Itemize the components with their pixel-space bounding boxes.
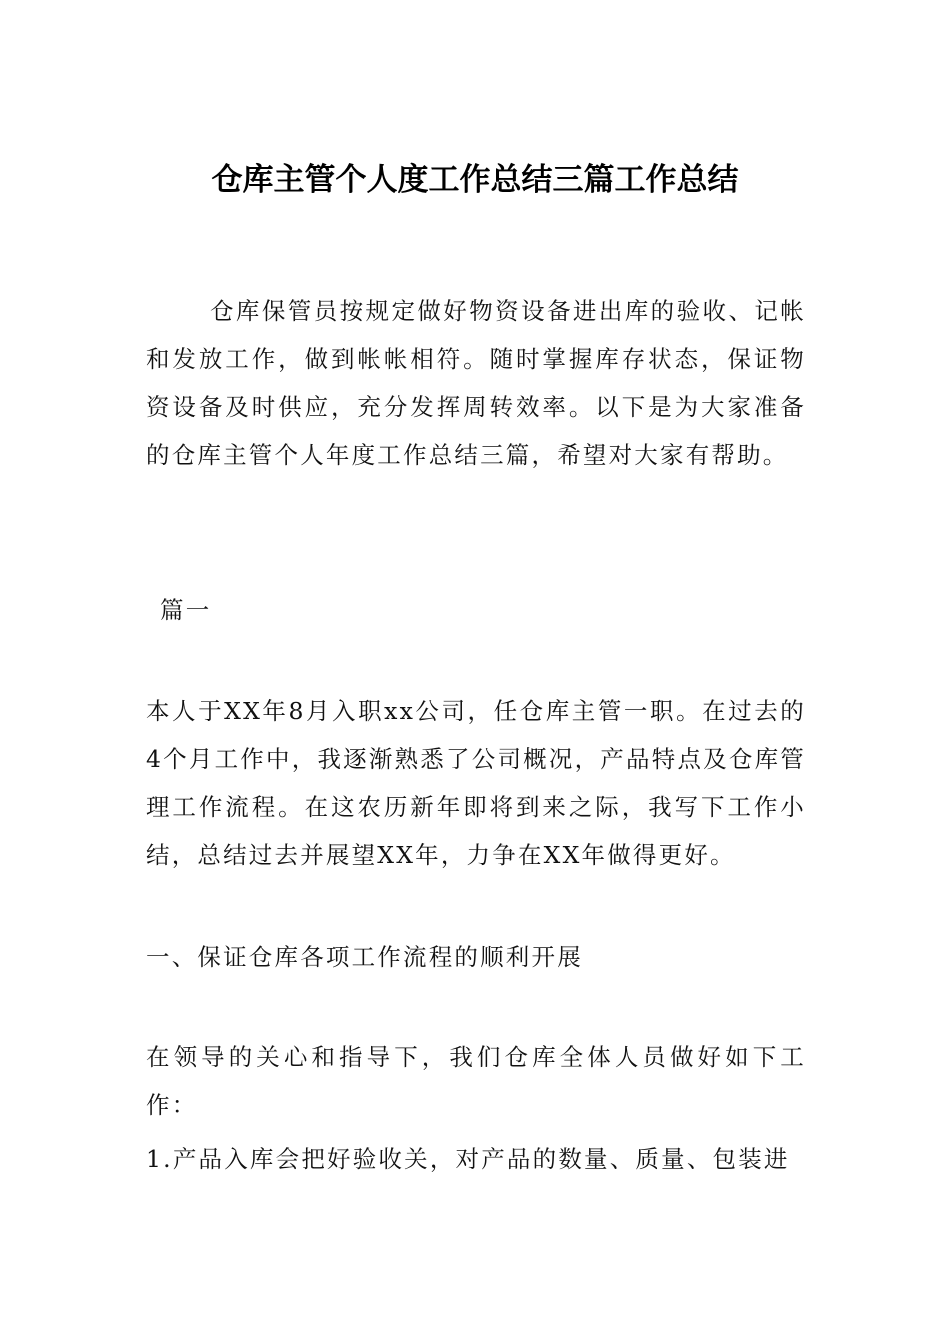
document-title: 仓库主管个人度工作总结三篇工作总结	[211, 162, 739, 198]
section-heading: 一、保证仓库各项工作流程的顺利开展	[146, 943, 583, 971]
section-label: 篇一	[160, 596, 212, 624]
intro-paragraph: 仓库保管员按规定做好物资设备进出库的验收、记帐和发放工作，做到帐帐相符。随时掌握库存状态，保证物资设备及时供应，充分发挥周转效率。以下是为大家准备的仓库主管个人年度工作总结三篇，希望对大家有帮助。	[146, 297, 806, 469]
body-paragraph: 本人于XX年8月入职xx公司，任仓库主管一职。在过去的4个月工作中，我逐渐熟悉了公司概况，产品特点及仓库管理工作流程。在这农历新年即将到来之际，我写下工作小结，总结过去并展望XX年，力争在XX年做得更好。	[146, 697, 806, 869]
body-paragraph: 在领导的关心和指导下，我们仓库全体人员做好如下工作：	[146, 1043, 806, 1119]
list-item: 1.产品入库会把好验收关，对产品的数量、质量、包装进	[146, 1145, 790, 1173]
